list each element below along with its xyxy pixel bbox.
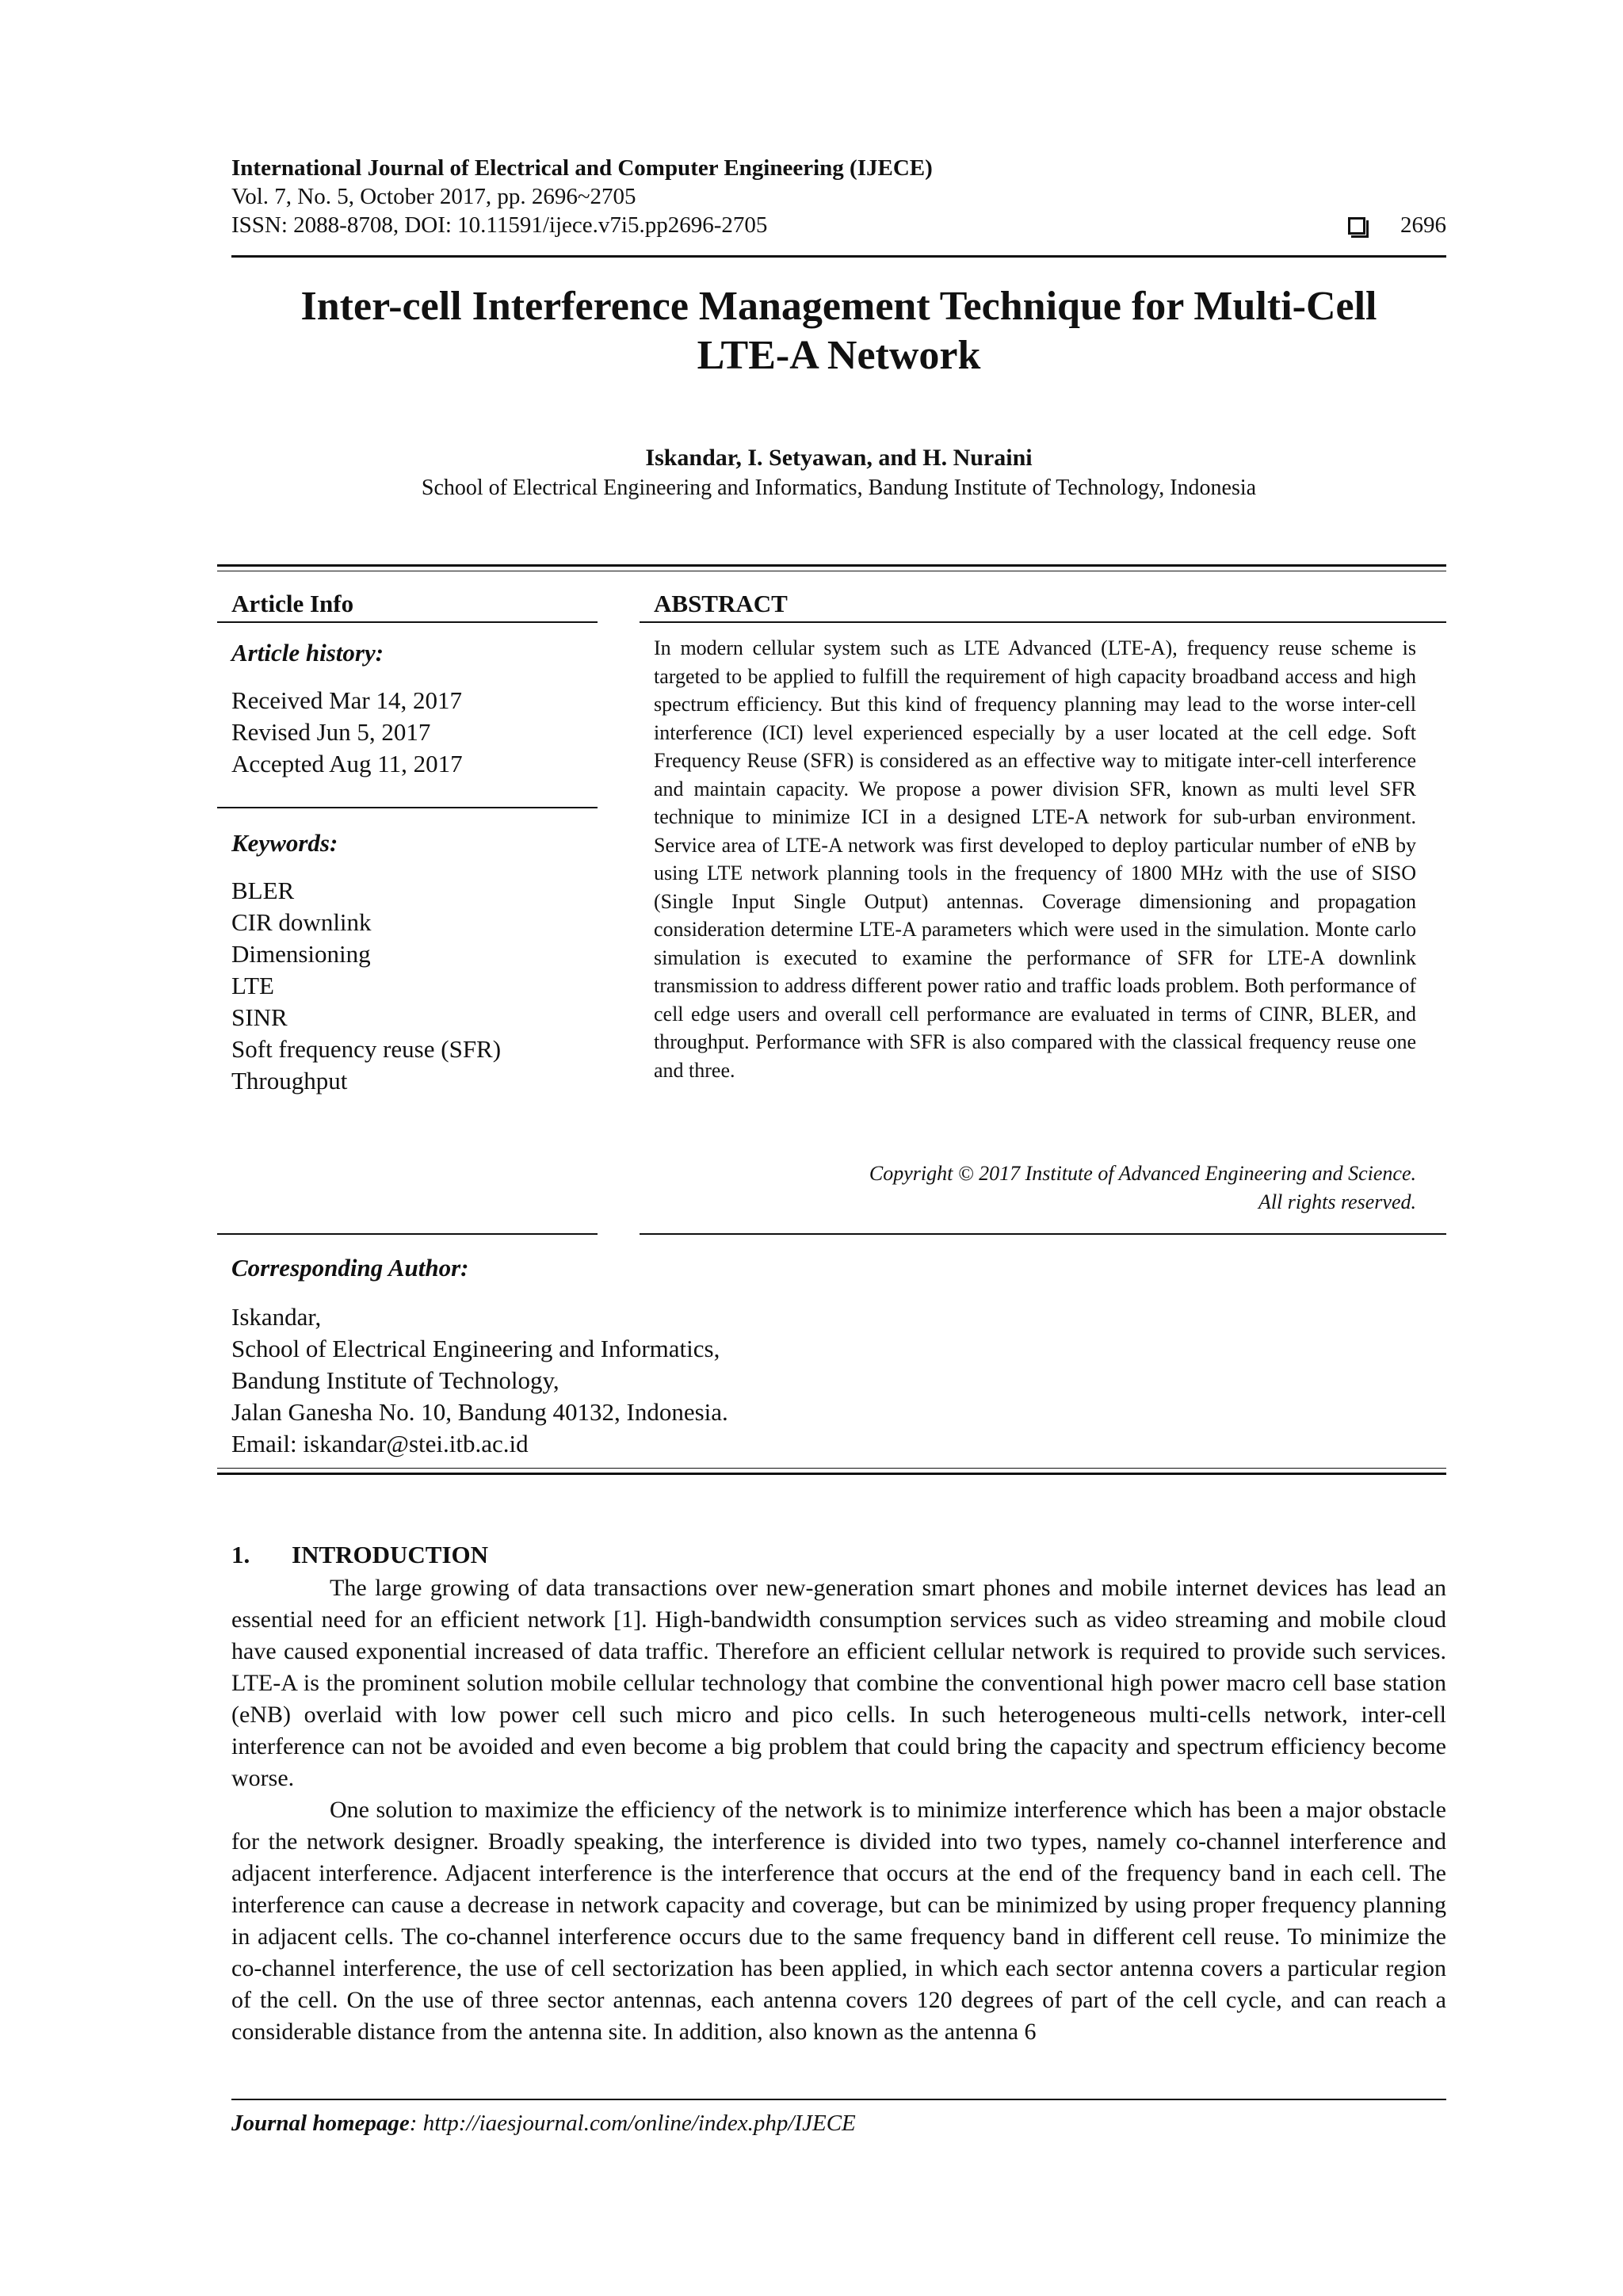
- corresponding-details: [231, 1301, 728, 1460]
- keyword: Soft frequency reuse (SFR): [231, 1035, 502, 1063]
- keyword: SINR: [231, 1003, 288, 1031]
- abstract-heading: ABSTRACT: [654, 590, 788, 617]
- info-bottom-rule-thin: [217, 1468, 1446, 1469]
- copyright-notice: [869, 1159, 1416, 1217]
- footer-rule: [231, 2099, 1446, 2100]
- square-box-icon: [1348, 217, 1365, 235]
- accepted-date: Accepted Aug 11, 2017: [231, 750, 463, 777]
- paper-title: [231, 282, 1446, 380]
- author-email: Email: iskandar@stei.itb.ac.id: [231, 1430, 529, 1457]
- author-name: Iskandar,: [231, 1303, 322, 1331]
- journal-homepage: [231, 2111, 856, 2137]
- paper-authors: Iskandar, I. Setyawan, and H. Nuraini: [645, 445, 1033, 471]
- article-info-heading: Article Info: [231, 590, 354, 617]
- keywords-heading: Keywords:: [231, 829, 338, 857]
- copyright-line: Copyright © 2017 Institute of Advanced Engineering and Science.: [869, 1162, 1416, 1185]
- journal-name: International Journal of Electrical and Computer Engineering (IJECE): [231, 155, 933, 181]
- homepage-label: Journal homepage: [231, 2111, 410, 2136]
- abstract-bottom-rule: [640, 1233, 1446, 1235]
- journal-issn: ISSN: 2088-8708, DOI: 10.11591/ijece.v7i5.pp2696-2705: [231, 212, 768, 238]
- abstract-rule: [640, 621, 1446, 623]
- paper-title-line1: Inter-cell Interference Management Technique for Multi-Cell: [300, 284, 1377, 329]
- history-rule: [217, 807, 598, 808]
- section-title: INTRODUCTION: [292, 1541, 489, 1568]
- received-date: Received Mar 14, 2017: [231, 686, 462, 714]
- author-address: Jalan Ganesha No. 10, Bandung 40132, Indonesia.: [231, 1398, 728, 1426]
- corresponding-heading: Corresponding Author:: [231, 1254, 469, 1282]
- keywords-list: [231, 875, 596, 1097]
- revised-date: Revised Jun 5, 2017: [231, 718, 431, 746]
- journal-volume: Vol. 7, No. 5, October 2017, pp. 2696~2705: [231, 184, 636, 209]
- keyword: LTE: [231, 972, 274, 999]
- abstract-text: In modern cellular system such as LTE Advanced (LTE-A), frequency reuse scheme is targeted to be applied to fulfill the requirement of high capacity broadband access and high spectrum efficiency. But this kind of frequency planning may lead to the worse inter-cell interference (ICI) level experienced especially by a user located at the cell edge. Soft Frequency Reuse (SFR) is considered as an effective way to mitigate inter-cell interference and maintain capacity. We propose a power division SFR, known as multi level SFR technique to minimize ICI in a designed LTE-A network for sub-urban environment. Service area of LTE-A network was first developed to deploy particular number of eNB by using LTE network planning tools in the frequency of 1800 MHz with the use of SISO (Single Input Single Output) antennas. Coverage dimensioning and propagation consideration determine LTE-A parameters which were used in the simulation. Monte carlo simulation is executed to examine the performance of SFR for LTE-A downlink transmission to address different power ratio and traffic loads problem. Both performance of cell edge users and overall cell performance are evaluated in terms of CINR, BLER, and throughput. Performance with SFR is also compared with the classical frequency reuse one and three.: [654, 636, 1416, 1082]
- keyword: Throughput: [231, 1067, 348, 1095]
- paper-affiliation: School of Electrical Engineering and Informatics, Bandung Institute of Technology, Indonesia: [421, 476, 1257, 500]
- paper-title-line2: LTE-A Network: [697, 333, 981, 378]
- info-top-rule: [217, 564, 1446, 567]
- paragraph: The large growing of data transactions over new-generation smart phones and mobile internet devices has lead an essential need for an efficient network [1]. High-bandwidth consumption services such as video streaming and mobile cloud have caused exponential increased of data traffic. Therefore an efficient cellular network is required to provide such services. LTE-A is the prominent solution mobile cellular technology that combine the conventional high power macro cell base station (eNB) overlaid with low power cell such micro and pico cells. In such heterogeneous multi-cells network, inter-cell interference can not be avoided and even become a big problem that could bring the capacity and spectrum efficiency become worse.: [231, 1575, 1446, 1791]
- info-bottom-rule: [217, 1473, 1446, 1475]
- keyword: CIR downlink: [231, 908, 372, 936]
- page-number-group: [1348, 212, 1446, 239]
- article-info-rule: [217, 621, 598, 623]
- rights-line: All rights reserved.: [1258, 1190, 1416, 1213]
- section-number: 1.: [231, 1541, 250, 1568]
- header-rule: [231, 255, 1446, 258]
- article-history: [231, 685, 596, 780]
- author-school: School of Electrical Engineering and Informatics,: [231, 1335, 720, 1362]
- keywords-bottom-rule: [217, 1233, 598, 1235]
- page-number: 2696: [1400, 212, 1446, 238]
- homepage-url[interactable]: : http://iaesjournal.com/online/index.php/IJECE: [409, 2111, 856, 2136]
- paragraph: One solution to maximize the efficiency of the network is to minimize interference which has been a major obstacle for the network designer. Broadly speaking, the interference is divided into two types, namely co-channel interference and adjacent interference. Adjacent interference is the interference that occurs at the end of the frequency band in each cell. The interference can cause a decrease in network capacity and coverage, but can be minimized by using proper frequency planning in adjacent cells. The co-channel interference occurs due to the same frequency band in different cell reuse. To minimize the co-channel interference, the use of cell sectorization has been applied, in which each sector antenna covers a particular region of the cell. On the use of three sector antennas, each antenna covers 120 degrees of part of the cell cycle, and can reach a considerable distance from the antenna site. In addition, also known as the antenna 6: [231, 1797, 1446, 2045]
- keyword: Dimensioning: [231, 940, 371, 968]
- keyword: BLER: [231, 877, 295, 904]
- section-heading: [231, 1541, 488, 1569]
- author-institute: Bandung Institute of Technology,: [231, 1366, 559, 1394]
- article-history-heading: Article history:: [231, 639, 384, 667]
- introduction-body: [231, 1572, 1446, 2048]
